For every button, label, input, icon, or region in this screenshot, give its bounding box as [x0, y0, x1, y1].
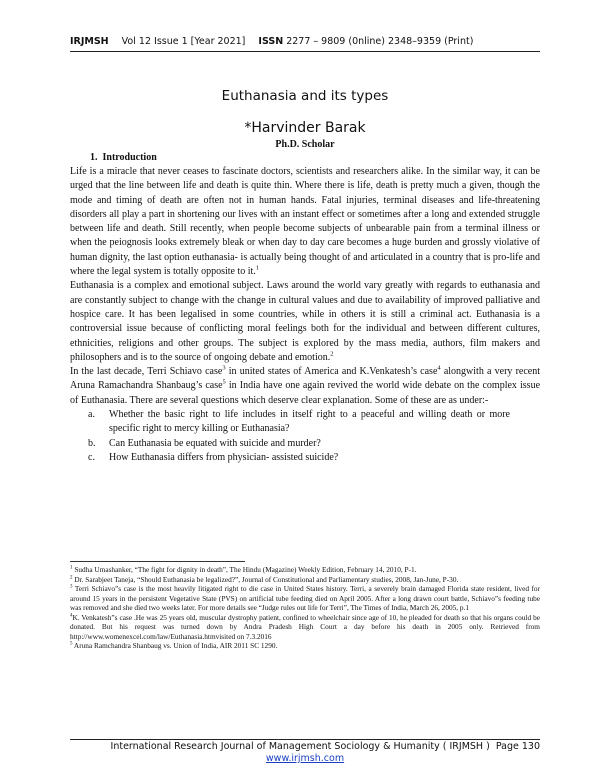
paragraph: Euthanasia is a complex and emotional subject. Laws around the world vary greatly with regards to euthanasia and are constantly subject to change with the change in cultural values and due to availability of improved palliative and hospice care. It has been legalised in some countries, while in others it is still a criminal act. Euthanasia is a controversial issue because of conflicting moral feelings both for the individual and between different cultures, ethnicities, religions and other groups. The subject is explored by the mass media, authors, film makers and philosophers and is to the source of ongoing debate and emotion.$^2$	[70, 280, 540, 363]
article-body	[70, 165, 540, 465]
list-item: a. Whether the basic right to life includes in itself right to a peaceful and willing death or more specific right to mercy killing or Euthanasia?	[88, 409, 510, 435]
footnote-ref[interactable]: 5	[222, 379, 226, 387]
running-header	[70, 36, 540, 47]
footnote: $^4$K. Venkatesh”s case .He was 25 years old, muscular dystrophy patient, confined to wheelchair since age of 10, he pleaded for death so that his organs could be donated. But his request was turned down by Andra Pradesh High Court a day before his death in 2005 only. Retrieved from http://www.womenexcel.com/law/Euthanasia.htmvisited on 7.3.2016	[70, 612, 540, 641]
journal-abbrev: IRJMSH	[70, 36, 109, 47]
footnote: $^2$ Dr. Sarabjeet Taneja, “Should Euthanasia be legalized?”, Journal of Constitutional and Parliamentary studies, 2008, Jan-June, P-30.	[70, 574, 459, 584]
section-heading	[90, 152, 157, 163]
footnote-ref[interactable]: 3	[222, 364, 226, 372]
volume-info: Vol 12 Issue 1 [Year 2021]	[121, 36, 246, 47]
footnote-rule	[70, 561, 245, 562]
header-rule	[70, 51, 540, 52]
page-number: Page 130	[495, 741, 540, 752]
list-marker: a.	[88, 409, 95, 421]
list-marker: c.	[88, 451, 95, 463]
footnote-ref[interactable]: 2	[330, 350, 334, 358]
footer-rule	[70, 739, 540, 740]
footnote-ref[interactable]: 1	[255, 264, 260, 272]
list-marker: b.	[88, 437, 96, 449]
section-title: Introduction	[102, 152, 157, 163]
article-title: Euthanasia and its types	[221, 88, 389, 104]
footnote: $^3$ Terri Schiavo”s case is the most heavily litigated right to die case in United States history. Terri, a severely brain damaged Florida state resident, lived for around 15 years in the persistent Vegetative State (PVS) on artificial tube feeding died on April 2005. After a long drawn court battle, Schiavo”s feeding tube was removed and she died two weeks later. For more details see “Judge rules out life for Terri”, The Times of India, March 26, 2005, p.1	[70, 584, 540, 612]
footer-journal-name: International Research Journal of Management Sociology & Humanity ( IRJMSH )	[110, 741, 490, 752]
list-item: c. How Euthanasia differs from physician- assisted suicide?	[70, 451, 540, 465]
author-name: *Harvinder Barak	[244, 120, 366, 136]
footnotes	[70, 565, 540, 651]
running-footer	[70, 741, 540, 752]
list-item: b. Can Euthanasia be equated with suicide and murder?	[70, 437, 540, 451]
footnote-ref[interactable]: 4	[437, 364, 441, 372]
author-degree: Ph.D. Scholar	[275, 139, 335, 150]
section-number: 1.	[90, 152, 98, 163]
footnote: $^1$ Sudha Umashanker, “The fight for dignity in death”, The Hindu (Magazine) Weekly Edition, February 14, 2010, P-1.	[70, 565, 417, 574]
journal-website-link[interactable]: www.irjmsh.com	[265, 753, 345, 764]
paragraph: Life is a miracle that never ceases to fascinate doctors, scientists and researchers alike. In the similar way, it can be urged that the line between life and death is quite thin. Where there is life, death is pretty much a given, though the mode and timing of death are often not in human hands. Fatal injuries, terminal diseases and life-threatening disorders all play a part in shortening our lives with an instant effect or sometimes after a long and extended struggle between life and death. Still recently, when people become subjects of unbearable pain from a terminal illness or when the peiognosis looks extremely bleak or when day to day care becomes a huge burden and grossly violative of human dignity, the last option euthanasia- is actually being thought of and articulated in a country that is pro-life and where the legal system is totally opposite to it.$^1$	[70, 166, 540, 278]
issn-info: ISSN 2277 – 9809 (0nline) 2348–9359 (Print)	[258, 36, 474, 47]
paragraph: In the last decade, Terri Schiavo case$^3$ in united states of America and K.Venkatesh’s case$^4$ alongwith a very recent Aruna Ramachandra Shanbaug’s case$^5$ in India have one again revived the world wide debate on the complex issue of Euthanasia. There are several questions which deserve clear explanation. Some of these are as under:-	[70, 364, 541, 406]
question-list	[70, 408, 540, 465]
footnote: $^5$ Aruna Ramchandra Shanbaug vs. Union of India, AIR 2011 SC 1290.	[70, 641, 278, 650]
